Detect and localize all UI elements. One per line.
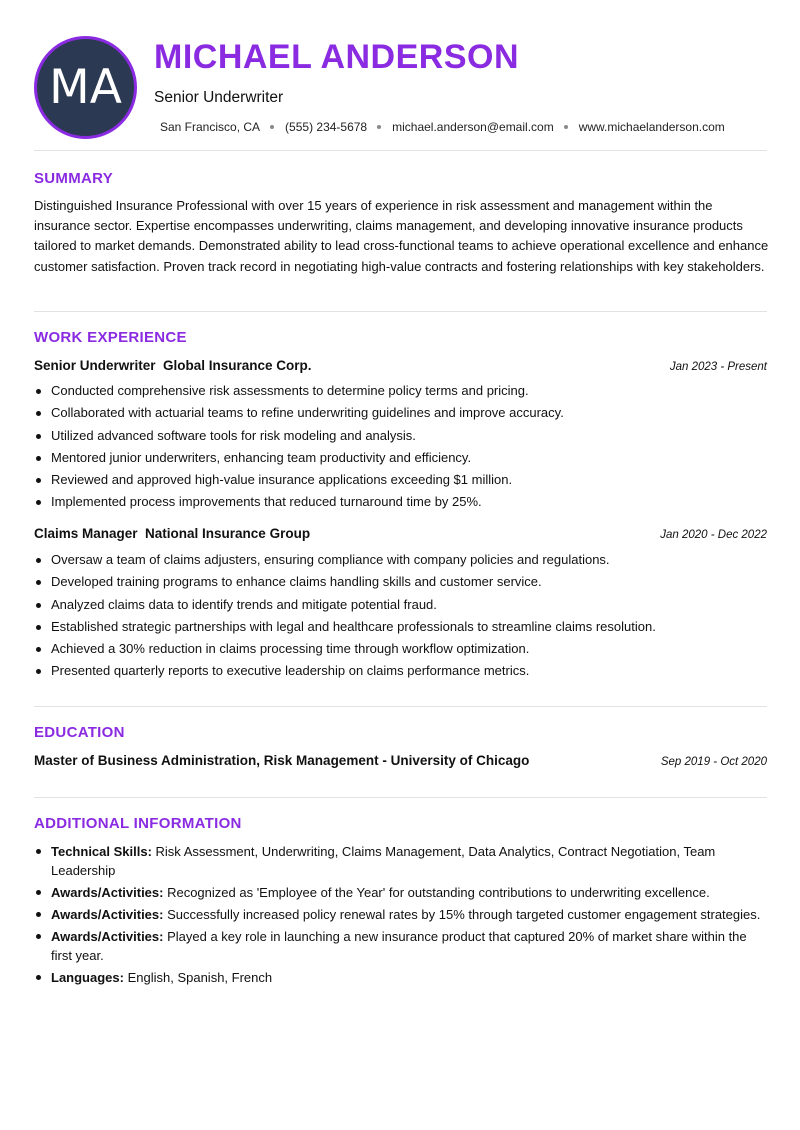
job-dates: Jan 2023 - Present (669, 361, 767, 373)
candidate-role: Senior Underwriter (154, 89, 284, 106)
education-heading: EDUCATION (34, 724, 125, 741)
job-title: Senior Underwriter Global Insurance Corp. (34, 358, 312, 373)
list-item: Established strategic partnerships with legal and healthcare professionals to streamline claims resolution. (34, 616, 767, 638)
list-item: Oversaw a team of claims adjusters, ensuring compliance with company policies and regulations. (34, 549, 767, 571)
contact-phone[interactable]: (555) 234-5678 (285, 120, 368, 134)
list-item (34, 968, 767, 987)
candidate-name: MICHAEL ANDERSON (154, 38, 520, 76)
list-item: Utilized advanced software tools for risk modeling and analysis. (34, 425, 767, 447)
education-entry (34, 753, 767, 768)
item-label: Awards/Activities: (51, 885, 164, 900)
job-header (34, 526, 767, 541)
list-item (34, 927, 767, 965)
separator-dot (564, 125, 568, 129)
list-item (34, 905, 767, 924)
list-item: Conducted comprehensive risk assessments to determine policy terms and pricing. (34, 380, 767, 402)
list-item: Implemented process improvements that reduced turnaround time by 25%. (34, 491, 767, 513)
item-text: Risk Assessment, Underwriting, Claims Management, Data Analytics, Contract Negotiation, Team Leadership (51, 844, 716, 878)
list-item: Analyzed claims data to identify trends and mitigate potential fraud. (34, 594, 767, 616)
list-item: Reviewed and approved high-value insurance applications exceeding $1 million. (34, 469, 767, 491)
item-label: Languages: (51, 970, 124, 985)
contact-row (160, 120, 725, 134)
job-title: Claims Manager National Insurance Group (34, 526, 311, 541)
divider (34, 706, 767, 707)
item-text: Played a key role in launching a new insurance product that captured 20% of market share within the first year. (51, 929, 747, 963)
item-text: English, Spanish, French (123, 970, 273, 985)
avatar (34, 36, 137, 139)
job-bullets (34, 380, 767, 514)
contact-location: San Francisco, CA (160, 120, 261, 134)
contact-website[interactable]: www.michaelanderson.com (578, 120, 725, 134)
item-label: Awards/Activities: (51, 929, 164, 944)
additional-information-heading: ADDITIONAL INFORMATION (34, 815, 242, 832)
contact-email[interactable]: michael.anderson@email.com (392, 120, 554, 134)
list-item: Achieved a 30% reduction in claims processing time through workflow optimization. (34, 638, 767, 660)
list-item (34, 842, 767, 880)
job-dates: Jan 2020 - Dec 2022 (660, 529, 767, 541)
divider (34, 797, 767, 798)
divider (34, 150, 767, 151)
list-item: Developed training programs to enhance claims handling skills and customer service. (34, 571, 767, 593)
summary-text: Distinguished Insurance Professional with over 15 years of experience in risk assessment and management within the insurance sector. Expertise encompasses underwriting, claims management, and developing innovative insurance products tailored to market demands. Demonstrated ability to lead cross-functional teams to achieve operational excellence and enhance customer satisfaction. Proven track record in negotiating high-value contracts and fostering relationships with key stakeholders. (34, 198, 769, 274)
education-degree: Master of Business Administration, Risk Management - University of Chicago (34, 753, 530, 768)
education-dates: Sep 2019 - Oct 2020 (660, 756, 767, 768)
job-header (34, 358, 767, 373)
additional-list (34, 842, 767, 990)
list-item (34, 883, 767, 902)
separator-dot (270, 125, 274, 129)
divider (34, 311, 767, 312)
summary-heading: SUMMARY (34, 170, 114, 187)
list-item: Presented quarterly reports to executive leadership on claims performance metrics. (34, 660, 767, 682)
avatar-initials: MA (49, 60, 122, 115)
work-experience-heading: WORK EXPERIENCE (34, 329, 187, 346)
item-text: Successfully increased policy renewal rates by 15% through targeted customer engagement strategies. (163, 907, 761, 922)
list-item: Collaborated with actuarial teams to refine underwriting guidelines and improve accuracy. (34, 402, 767, 424)
list-item: Mentored junior underwriters, enhancing team productivity and efficiency. (34, 447, 767, 469)
item-text: Recognized as 'Employee of the Year' for outstanding contributions to underwriting excellence. (163, 885, 710, 900)
item-label: Technical Skills: (51, 844, 152, 859)
job-bullets (34, 549, 767, 683)
item-label: Awards/Activities: (51, 907, 164, 922)
separator-dot (377, 125, 381, 129)
